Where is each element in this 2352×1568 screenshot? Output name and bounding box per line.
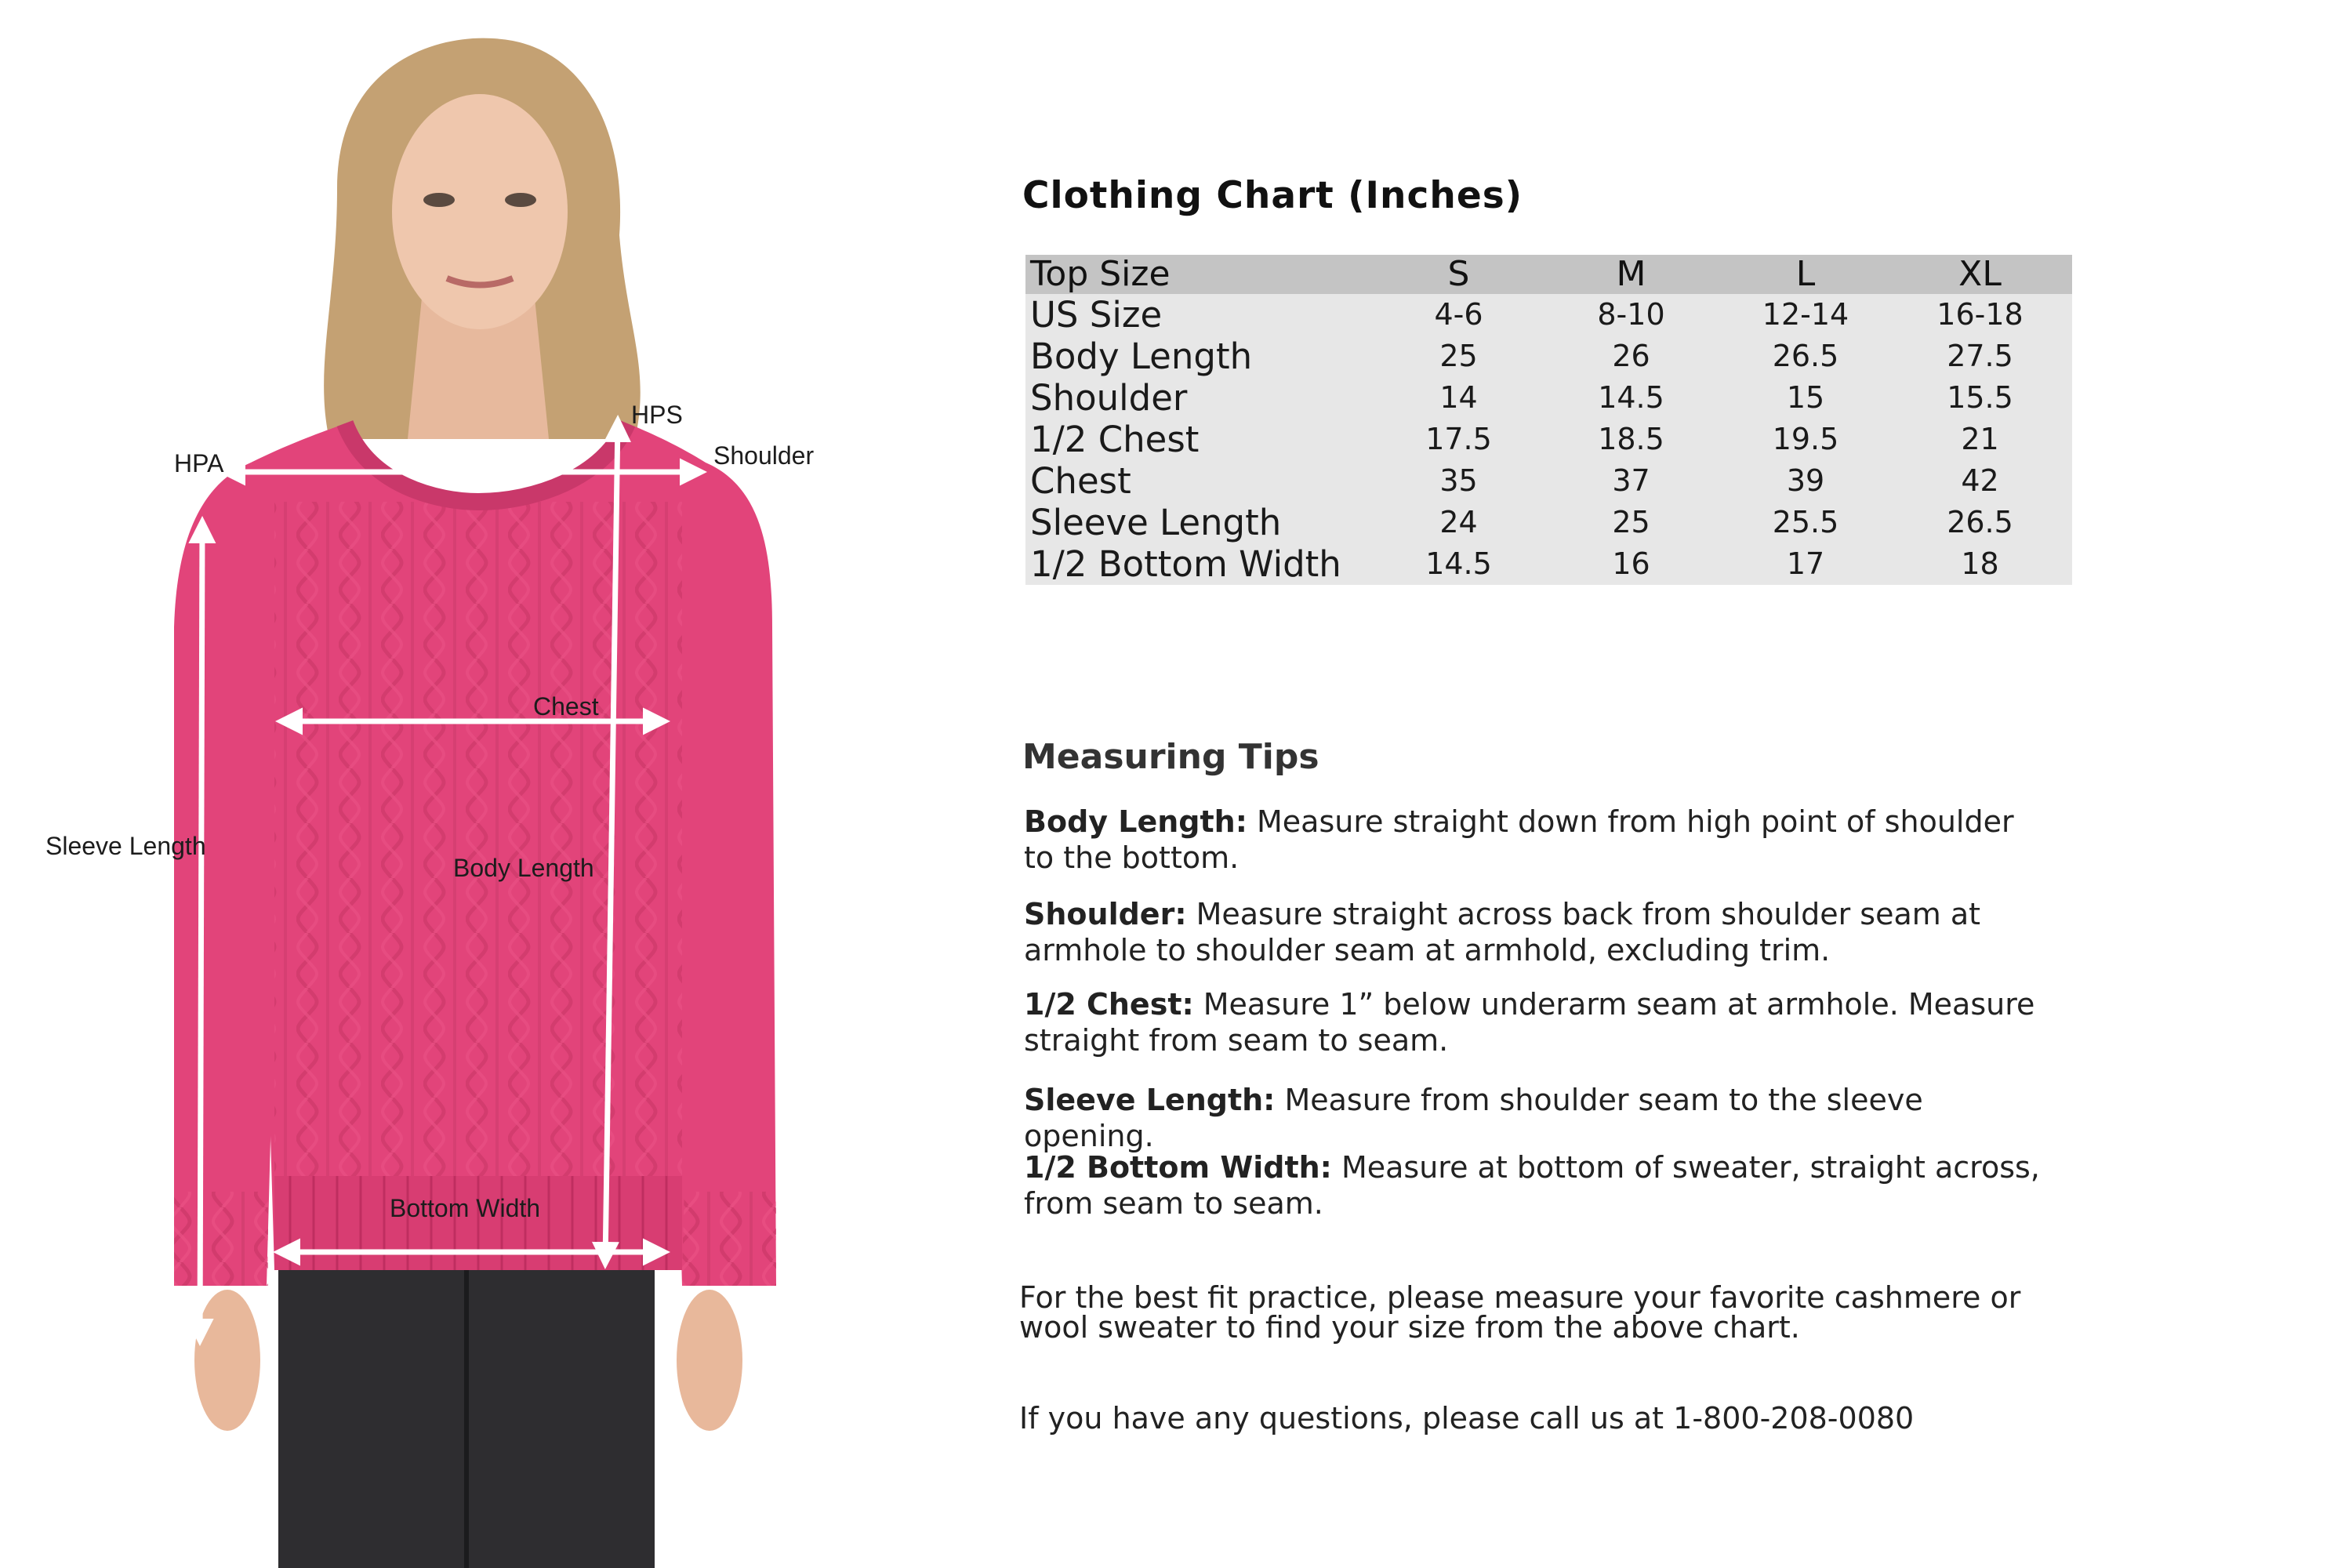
tip-text: Measure at bottom of sweater, straight across, from seam to seam. bbox=[1024, 1150, 2040, 1221]
tip-text: Measure 1” below underarm seam at armhole. Measure straight from seam to seam. bbox=[1024, 987, 2035, 1058]
tip-term: 1/2 Chest: bbox=[1024, 987, 1194, 1022]
fit-practice-note: For the best fit practice, please measure your favorite cashmere or wool sweater to find your size from the above chart. bbox=[1019, 1280, 2021, 1345]
table-cell: 27.5 bbox=[1888, 336, 2072, 377]
column-header: M bbox=[1539, 255, 1723, 294]
table-cell: 14 bbox=[1378, 377, 1539, 419]
table-cell: 4-6 bbox=[1378, 294, 1539, 336]
table-cell: 16-18 bbox=[1888, 294, 2072, 336]
tip-text: Measure from shoulder seam to the sleeve opening. bbox=[1024, 1083, 1923, 1153]
table-cell: 14.5 bbox=[1378, 543, 1539, 585]
table-row bbox=[1025, 419, 2072, 460]
tip-shoulder bbox=[1024, 896, 2043, 968]
table-row bbox=[1025, 377, 2072, 419]
table-cell: 42 bbox=[1888, 460, 2072, 502]
tip-half-chest bbox=[1024, 986, 2043, 1058]
table-cell: 24 bbox=[1378, 502, 1539, 543]
tip-sleeve-length bbox=[1024, 1082, 2043, 1154]
table-cell: 14.5 bbox=[1539, 377, 1723, 419]
column-header: L bbox=[1723, 255, 1888, 294]
table-cell: 26.5 bbox=[1888, 502, 2072, 543]
table-cell: 21 bbox=[1888, 419, 2072, 460]
table-cell: 25.5 bbox=[1723, 502, 1888, 543]
table-cell: 26 bbox=[1539, 336, 1723, 377]
tip-bottom-width bbox=[1024, 1149, 2043, 1221]
face bbox=[392, 94, 568, 329]
row-label: 1/2 Chest bbox=[1025, 419, 1378, 460]
hps-label: HPS bbox=[631, 401, 683, 429]
table-cell: 25 bbox=[1378, 336, 1539, 377]
table-cell: 39 bbox=[1723, 460, 1888, 502]
table-row bbox=[1025, 336, 2072, 377]
row-label: Body Length bbox=[1025, 336, 1378, 377]
table-cell: 18.5 bbox=[1539, 419, 1723, 460]
table-cell: 25 bbox=[1539, 502, 1723, 543]
body-length-label: Body Length bbox=[453, 854, 594, 882]
column-header: XL bbox=[1888, 255, 2072, 294]
table-cell: 17.5 bbox=[1378, 419, 1539, 460]
tip-term: 1/2 Bottom Width: bbox=[1024, 1150, 1332, 1185]
column-header: S bbox=[1378, 255, 1539, 294]
table-header-row bbox=[1025, 255, 2072, 294]
table-row bbox=[1025, 460, 2072, 502]
row-label: Shoulder bbox=[1025, 377, 1378, 419]
size-chart-table bbox=[1025, 255, 2072, 585]
table-cell: 35 bbox=[1378, 460, 1539, 502]
table-cell: 8-10 bbox=[1539, 294, 1723, 336]
table-row bbox=[1025, 502, 2072, 543]
row-label: Chest bbox=[1025, 460, 1378, 502]
table-cell: 18 bbox=[1888, 543, 2072, 585]
table-row bbox=[1025, 543, 2072, 585]
shoulder-label: Shoulder bbox=[713, 441, 815, 470]
table-cell: 19.5 bbox=[1723, 419, 1888, 460]
chart-title: Clothing Chart (Inches) bbox=[1022, 174, 1523, 217]
column-header: Top Size bbox=[1025, 255, 1378, 294]
tip-term: Body Length: bbox=[1024, 804, 1247, 839]
measuring-tips-title: Measuring Tips bbox=[1022, 737, 1319, 777]
row-label: US Size bbox=[1025, 294, 1378, 336]
bottom-width-label: Bottom Width bbox=[390, 1194, 541, 1222]
table-cell: 15 bbox=[1723, 377, 1888, 419]
table-cell: 12-14 bbox=[1723, 294, 1888, 336]
table-cell: 15.5 bbox=[1888, 377, 2072, 419]
contact-note: If you have any questions, please call us at 1-800-208-0080 bbox=[1019, 1401, 1915, 1436]
chest-label: Chest bbox=[533, 692, 599, 720]
tip-text: Measure straight down from high point of shoulder to the bottom. bbox=[1024, 804, 2014, 875]
sleeve-length-arrow bbox=[200, 521, 202, 1341]
model-photo bbox=[0, 0, 941, 1568]
table-cell: 16 bbox=[1539, 543, 1723, 585]
tip-text: Measure straight across back from shoulder seam at armhole to shoulder seam at armhold, excluding trim. bbox=[1024, 897, 1981, 967]
table-cell: 17 bbox=[1723, 543, 1888, 585]
table-row bbox=[1025, 294, 2072, 336]
tip-term: Shoulder: bbox=[1024, 897, 1187, 931]
row-label: Sleeve Length bbox=[1025, 502, 1378, 543]
table-cell: 26.5 bbox=[1723, 336, 1888, 377]
tip-body-length bbox=[1024, 804, 2043, 876]
row-label: 1/2 Bottom Width bbox=[1025, 543, 1378, 585]
sleeve-length-label: Sleeve Length bbox=[45, 832, 206, 860]
tip-term: Sleeve Length: bbox=[1024, 1083, 1276, 1117]
table-cell: 37 bbox=[1539, 460, 1723, 502]
hpa-label: HPA bbox=[174, 449, 224, 477]
